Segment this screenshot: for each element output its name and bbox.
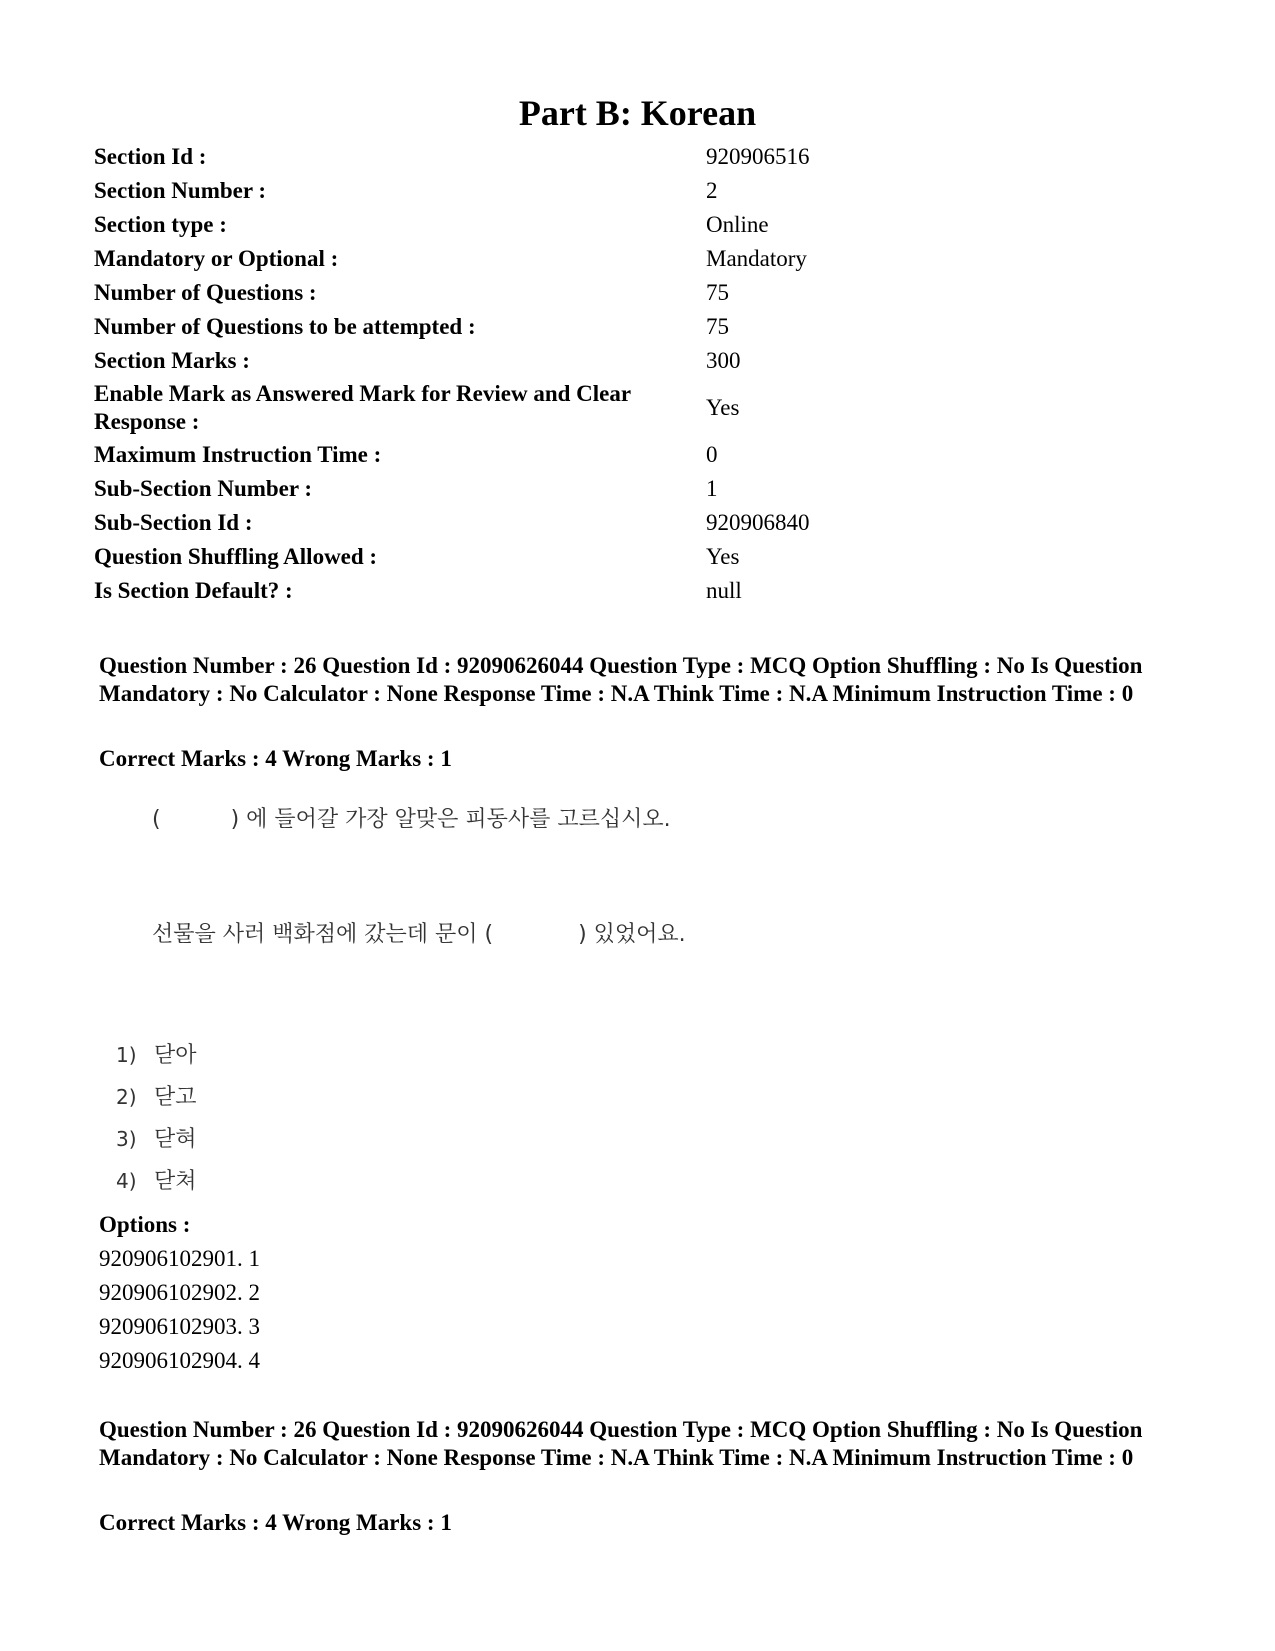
info-row bbox=[94, 174, 1194, 208]
choice-text: 닫쳐 bbox=[154, 1169, 197, 1194]
info-label: Number of Questions to be attempted : bbox=[94, 314, 476, 339]
info-value: 75 bbox=[706, 280, 729, 305]
page-title: Part B: Korean bbox=[518, 93, 757, 133]
info-row bbox=[94, 208, 1194, 242]
choice-number: 4) bbox=[116, 1169, 137, 1193]
info-value: Online bbox=[706, 212, 769, 237]
choice-number: 3) bbox=[116, 1127, 137, 1151]
option-id: 920906102903. 3 bbox=[99, 1314, 260, 1339]
info-label: Section Marks : bbox=[94, 348, 250, 373]
info-row bbox=[94, 242, 1194, 276]
info-value: null bbox=[706, 578, 742, 603]
info-value: 1 bbox=[706, 476, 718, 501]
choice-item bbox=[116, 1122, 197, 1153]
question-header: Question Number : 26 Question Id : 92090626044 Question Type : MCQ Option Shuffling : No Is Question Mandatory : No Calculator : None Response Time : N.A Think Time : N.A Minimum Instruction Time : 0 bbox=[99, 653, 1143, 706]
info-value: 920906516 bbox=[706, 144, 810, 169]
info-label: Maximum Instruction Time : bbox=[94, 442, 382, 467]
question-sentence bbox=[152, 917, 686, 948]
info-value: Mandatory bbox=[706, 246, 807, 271]
choice-item bbox=[116, 1080, 197, 1111]
info-row bbox=[94, 574, 1194, 608]
info-row bbox=[94, 140, 1194, 174]
info-value: 920906840 bbox=[706, 510, 810, 535]
info-row bbox=[94, 438, 1194, 472]
info-label: Mandatory or Optional : bbox=[94, 246, 339, 271]
choice-text: 닫고 bbox=[154, 1085, 197, 1110]
choice-item bbox=[116, 1038, 197, 1069]
choice-text: 닫혀 bbox=[154, 1127, 197, 1152]
section-info-table bbox=[94, 140, 1194, 608]
option-id: 920906102902. 2 bbox=[99, 1280, 260, 1305]
info-value: 0 bbox=[706, 442, 718, 467]
info-label: Section Id : bbox=[94, 144, 207, 169]
info-row bbox=[94, 506, 1194, 540]
info-value: 2 bbox=[706, 178, 718, 203]
info-value: 75 bbox=[706, 314, 729, 339]
sentence-start: 선물을 사러 백화점에 갔는데 문이 ( bbox=[152, 922, 494, 947]
info-row bbox=[94, 378, 1194, 438]
info-label: Section Number : bbox=[94, 178, 267, 203]
prompt-text: ) 에 들어갈 가장 알맞은 피동사를 고르십시오. bbox=[230, 807, 671, 832]
option-id: 920906102901. 1 bbox=[99, 1246, 260, 1271]
info-row bbox=[94, 344, 1194, 378]
info-label: Enable Mark as Answered Mark for Review and Clear Response : bbox=[94, 381, 631, 434]
sentence-end: ) 있었어요. bbox=[578, 922, 686, 947]
info-value: 300 bbox=[706, 348, 741, 373]
option-id: 920906102904. 4 bbox=[99, 1348, 260, 1373]
info-label: Sub-Section Number : bbox=[94, 476, 313, 501]
question-header: Question Number : 26 Question Id : 92090626044 Question Type : MCQ Option Shuffling : No Is Question Mandatory : No Calculator : None Response Time : N.A Think Time : N.A Minimum Instruction Time : 0 bbox=[99, 1417, 1143, 1470]
options-label: Options : bbox=[99, 1212, 191, 1237]
info-row bbox=[94, 310, 1194, 344]
prompt-open-paren: ( bbox=[152, 807, 161, 832]
choice-item bbox=[116, 1164, 197, 1195]
question-prompt bbox=[152, 802, 671, 833]
question-marks: Correct Marks : 4 Wrong Marks : 1 bbox=[99, 1510, 452, 1535]
info-label: Is Section Default? : bbox=[94, 578, 293, 603]
info-value: Yes bbox=[706, 544, 740, 569]
choice-text: 닫아 bbox=[154, 1043, 197, 1068]
info-row bbox=[94, 540, 1194, 574]
info-row bbox=[94, 472, 1194, 506]
question-marks: Correct Marks : 4 Wrong Marks : 1 bbox=[99, 746, 452, 771]
info-label: Question Shuffling Allowed : bbox=[94, 544, 378, 569]
info-label: Section type : bbox=[94, 212, 227, 237]
info-label: Number of Questions : bbox=[94, 280, 317, 305]
choice-number: 2) bbox=[116, 1085, 137, 1109]
info-label: Sub-Section Id : bbox=[94, 510, 253, 535]
info-row bbox=[94, 276, 1194, 310]
info-value: Yes bbox=[706, 395, 740, 420]
choice-number: 1) bbox=[116, 1043, 137, 1067]
